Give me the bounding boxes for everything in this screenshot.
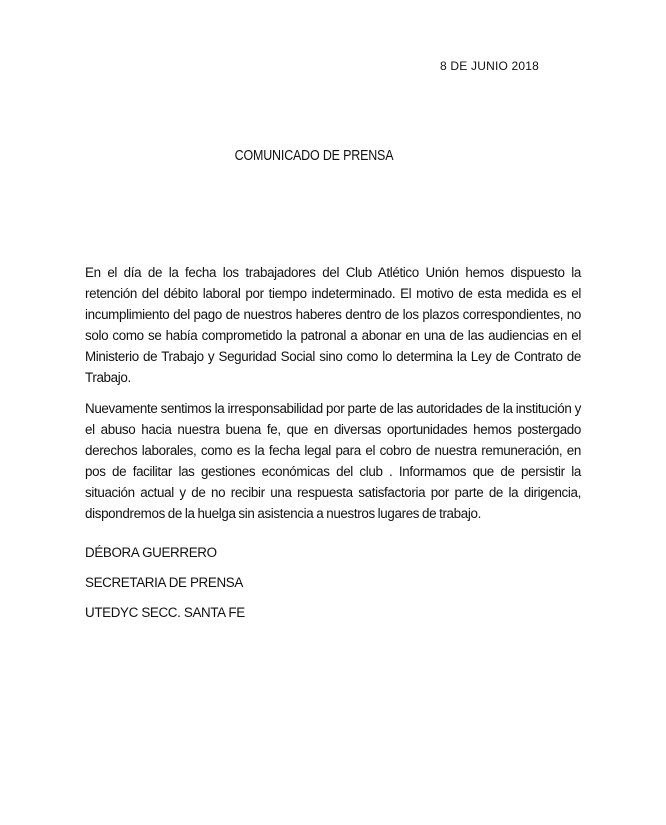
signature-organization: UTEDYC SECC. SANTA FE xyxy=(85,605,245,620)
signature-block xyxy=(85,544,245,634)
body-paragraph-2: Nuevamente sentimos la irresponsabilidad por parte de las autoridades de la institución y el abuso hacia nuestra buena fe, que en diversas oportunidades hemos postergado derechos laborales, como es la fecha legal para el cobro de nuestra remuneración, en pos de facilitar las gestiones económicas del club . Informamos que de persistir la situación actual y de no recibir una respuesta satisfactoria por parte de la dirigencia, dispondremos de la huelga sin asistencia a nuestros lugares de trabajo. xyxy=(85,401,581,521)
document-date: 8 DE JUNIO 2018 xyxy=(440,59,540,73)
body-paragraph-1: En el día de la fecha los trabajadores del Club Atlético Unión hemos dispuesto la retención del débito laboral por tiempo indeterminado. El motivo de esta medida es el incumplimiento del pago de nuestros haberes dentro de los plazos correspondientes, no solo como se había comprometido la patronal a abonar en una de las audiencias en el Ministerio de Trabajo y Seguridad Social sino como lo determina la Ley de Contrato de Trabajo. xyxy=(85,265,581,385)
signature-name: DÉBORA GUERRERO xyxy=(85,545,217,560)
document-body xyxy=(85,262,581,534)
document-title: COMUNICADO DE PRENSA xyxy=(234,148,394,164)
signature-position: SECRETARIA DE PRENSA xyxy=(85,575,243,590)
